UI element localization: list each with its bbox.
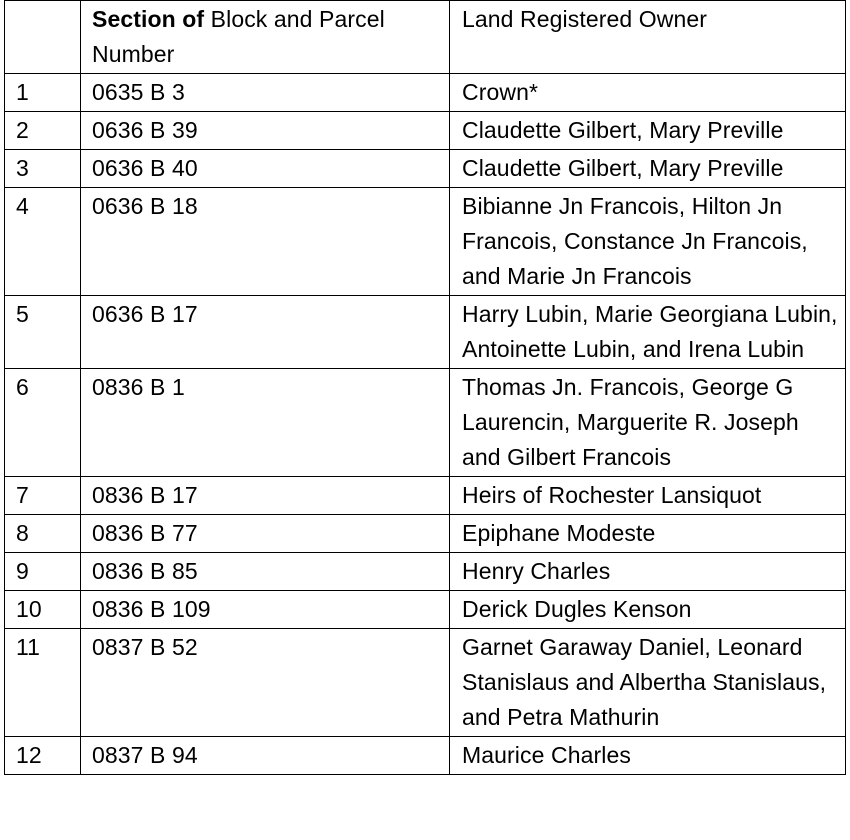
- table-row: [5, 112, 846, 150]
- header-parcel-bold-text: Section of: [92, 6, 205, 32]
- parcel-number-cell: 0836 B 109: [81, 591, 450, 629]
- parcel-number-cell: 0635 B 3: [81, 74, 450, 112]
- registered-owner-cell: Harry Lubin, Marie Georgiana Lubin, Antoinette Lubin, and Irena Lubin: [450, 296, 846, 369]
- parcel-number-cell: 0636 B 18: [81, 188, 450, 296]
- header-parcel-text: Block and Parcel Number: [92, 6, 385, 67]
- row-number-cell: 12: [5, 737, 81, 775]
- parcel-number-cell: 0636 B 40: [81, 150, 450, 188]
- registered-owner-cell: Thomas Jn. Francois, George G Laurencin, Marguerite R. Joseph and Gilbert Francois: [450, 369, 846, 477]
- table-row: [5, 74, 846, 112]
- row-number-cell: 2: [5, 112, 81, 150]
- parcel-number-cell: 0836 B 85: [81, 553, 450, 591]
- header-cell-parcel: [81, 1, 450, 74]
- row-number-cell: 11: [5, 629, 81, 737]
- registered-owner-cell: Claudette Gilbert, Mary Preville: [450, 150, 846, 188]
- header-cell-owner: Land Registered Owner: [450, 1, 846, 74]
- row-number-cell: 10: [5, 591, 81, 629]
- table-row: [5, 737, 846, 775]
- registered-owner-cell: Epiphane Modeste: [450, 515, 846, 553]
- row-number-cell: 6: [5, 369, 81, 477]
- table-row: [5, 591, 846, 629]
- registered-owner-cell: Claudette Gilbert, Mary Preville: [450, 112, 846, 150]
- registered-owner-cell: Bibianne Jn Francois, Hilton Jn Francois, Constance Jn Francois, and Marie Jn Francois: [450, 188, 846, 296]
- table-row: [5, 369, 846, 477]
- registered-owner-cell: Derick Dugles Kenson: [450, 591, 846, 629]
- table-row: [5, 553, 846, 591]
- parcel-number-cell: 0636 B 39: [81, 112, 450, 150]
- row-number-cell: 7: [5, 477, 81, 515]
- table-row: [5, 296, 846, 369]
- parcel-number-cell: 0636 B 17: [81, 296, 450, 369]
- row-number-cell: 3: [5, 150, 81, 188]
- table-row: [5, 515, 846, 553]
- parcel-owner-table: [4, 0, 846, 775]
- row-number-cell: 8: [5, 515, 81, 553]
- parcel-number-cell: 0837 B 94: [81, 737, 450, 775]
- parcel-number-cell: 0837 B 52: [81, 629, 450, 737]
- row-number-cell: 5: [5, 296, 81, 369]
- parcel-number-cell: 0836 B 17: [81, 477, 450, 515]
- registered-owner-cell: Crown*: [450, 74, 846, 112]
- registered-owner-cell: Heirs of Rochester Lansiquot: [450, 477, 846, 515]
- table-row: [5, 477, 846, 515]
- table-row: [5, 629, 846, 737]
- row-number-cell: 9: [5, 553, 81, 591]
- registered-owner-cell: Garnet Garaway Daniel, Leonard Stanislaus and Albertha Stanislaus, and Petra Mathurin: [450, 629, 846, 737]
- registered-owner-cell: Maurice Charles: [450, 737, 846, 775]
- table-row: [5, 150, 846, 188]
- registered-owner-cell: Henry Charles: [450, 553, 846, 591]
- header-cell-number: [5, 1, 81, 74]
- table-body: [5, 1, 846, 775]
- header-row: [5, 1, 846, 74]
- row-number-cell: 4: [5, 188, 81, 296]
- row-number-cell: 1: [5, 74, 81, 112]
- parcel-number-cell: 0836 B 1: [81, 369, 450, 477]
- parcel-number-cell: 0836 B 77: [81, 515, 450, 553]
- parcel-owner-table-container: [4, 0, 846, 775]
- table-row: [5, 188, 846, 296]
